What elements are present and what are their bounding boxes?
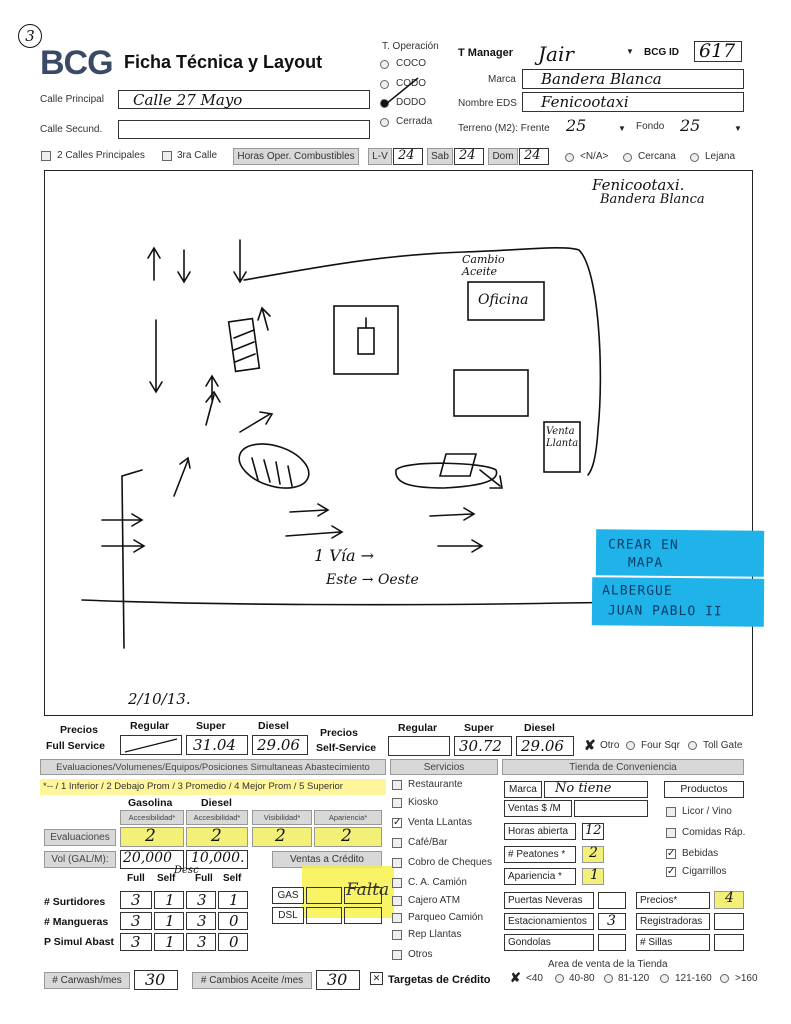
simul-self-dsl[interactable]: 0	[218, 933, 248, 951]
diesel-header: Diesel	[201, 797, 232, 809]
area-lt40-label: <40	[526, 973, 543, 984]
calle-principal-label: Calle Principal	[40, 94, 104, 105]
nombre-eds-field[interactable]: Fenicootaxi	[522, 92, 744, 112]
evaluation-scale: *-- / 1 Inferior / 2 Debajo Prom / 3 Promedio / 4 Mejor Prom / 5 Superior	[40, 779, 386, 795]
col-full-dsl: Full	[195, 873, 213, 884]
bcg-id-label: BCG ID	[644, 47, 679, 58]
gas-credit-field-1[interactable]	[306, 887, 342, 904]
service-label-2: Venta LLantas	[408, 817, 472, 828]
dom-label: Dom	[488, 148, 518, 165]
gas-label-box: GAS	[272, 887, 304, 904]
service-checkbox-2[interactable]: ✓	[393, 817, 402, 828]
calle-secund-label: Calle Secund.	[40, 124, 103, 135]
product-label-3: Cigarrillos	[682, 866, 727, 877]
via-direction-line1: 1 Vía →	[314, 546, 374, 565]
surtidores-label: # Surtidores	[44, 896, 106, 908]
criteria-accesibilidad-gas: Accesibilidad*	[120, 810, 184, 825]
t-manager-value[interactable]: Jair	[538, 42, 574, 66]
layout-sketch-drawing	[44, 170, 753, 716]
terreno-label: Terreno (M2): Frente	[458, 123, 550, 134]
sticky-note-crear-mapa	[596, 529, 764, 576]
productos-header: Productos	[664, 781, 744, 798]
criteria-visibilidad: Visibilidad*	[252, 810, 312, 825]
tarjetas-label: Targetas de Crédito	[388, 974, 491, 986]
service-checkbox-9[interactable]	[392, 950, 402, 960]
radio-coco[interactable]	[380, 60, 389, 69]
service-checkbox-1[interactable]	[392, 798, 402, 808]
estacionamientos-label: Estacionamientos	[504, 913, 594, 930]
via-direction-line2: Este → Oeste	[326, 572, 419, 588]
ventas-credito-button[interactable]: Ventas a Crédito	[272, 851, 382, 868]
precios-label: Precios*	[636, 892, 710, 909]
peatones-label: # Peatones *	[504, 846, 576, 863]
frente-dropdown-icon[interactable]: ▼	[618, 124, 626, 133]
sillas-label: # Sillas	[636, 934, 710, 951]
simul-self-gas[interactable]: 1	[154, 933, 184, 951]
fondo-value[interactable]: 25	[680, 116, 701, 135]
cambios-aceite-field[interactable]: 30	[316, 970, 360, 990]
lv-label: L-V	[368, 148, 392, 165]
service-label-1: Kiosko	[408, 797, 439, 808]
col-self-dsl: Self	[223, 873, 242, 884]
cambio-aceite-note: Cambio Aceite	[462, 253, 505, 278]
service-checkbox-5[interactable]	[392, 878, 402, 888]
nombre-eds-label: Nombre EDS	[458, 98, 517, 109]
horas-abierta-field[interactable]: 12	[582, 823, 604, 840]
registradoras-field[interactable]	[714, 913, 744, 930]
simul-full-dsl[interactable]: 3	[186, 933, 216, 951]
dos-calles-checkbox[interactable]	[41, 151, 51, 161]
area-lt40-selected-icon[interactable]: ✘	[510, 970, 521, 985]
gasolina-header: Gasolina	[128, 797, 173, 809]
area-81-120-radio[interactable]	[604, 974, 613, 983]
mangueras-full-gas[interactable]: 3	[120, 912, 152, 930]
apariencia-label: Apariencia *	[504, 868, 576, 885]
desc-note: Desc	[174, 865, 199, 876]
full-diesel-header: Diesel	[258, 720, 289, 732]
radio-codo-label: CODO	[396, 78, 426, 89]
full-diesel-field[interactable]: 29.06	[252, 735, 308, 755]
self-regular-header: Regular	[398, 722, 438, 734]
lv-field[interactable]: 24	[393, 148, 423, 165]
surtidores-full-gas[interactable]: 3	[120, 891, 152, 909]
sketch-title-line1: Fenicootaxi.	[592, 176, 685, 194]
service-label-6: Cajero ATM	[408, 895, 461, 906]
service-checkbox-4[interactable]	[392, 858, 402, 868]
area-121-160-radio[interactable]	[660, 974, 669, 983]
surtidores-self-dsl[interactable]: 1	[218, 891, 248, 909]
dos-calles-label: 2 Calles Principales	[57, 150, 145, 161]
service-label-3: Café/Bar	[408, 837, 448, 848]
store-marca-label: Marca	[504, 781, 542, 798]
self-service-label2: Self-Service	[316, 742, 377, 754]
product-label-0: Licor / Vino	[682, 806, 732, 817]
store-marca-field[interactable]: No tiene	[544, 781, 648, 798]
radio-cercana-label: Cercana	[638, 151, 676, 162]
service-label-5: C. A. Camión	[408, 877, 467, 888]
sab-label: Sab	[427, 148, 453, 165]
falta-note: Falta	[346, 880, 390, 900]
area-81-120-label: 81-120	[618, 973, 650, 984]
self-service-label1: Precios	[320, 727, 358, 739]
area-venta-label: Area de venta de la Tienda	[548, 959, 668, 970]
terreno-frente-value[interactable]: 25	[566, 116, 587, 135]
simul-full-gas[interactable]: 3	[120, 933, 152, 951]
puertas-neveras-label: Puertas Neveras	[504, 892, 594, 909]
eval-accesibilidad-dsl[interactable]: 2	[186, 827, 248, 847]
surtidores-full-dsl[interactable]: 3	[186, 891, 216, 909]
radio-toll-gate[interactable]	[688, 741, 697, 750]
horas-oper-button[interactable]: Horas Oper. Combustibles	[233, 148, 359, 165]
area-gt160-label: >160	[735, 973, 758, 984]
col-self-gas: Self	[157, 873, 176, 884]
sillas-field[interactable]	[714, 934, 744, 951]
product-checkbox-0[interactable]	[666, 807, 676, 817]
radio-four-sqr-label: Four Sqr	[641, 740, 680, 751]
page-title: Ficha Técnica y Layout	[124, 52, 323, 72]
mangueras-self-dsl[interactable]: 0	[218, 912, 248, 930]
sticky-note-albergue	[592, 577, 764, 626]
evaluations-section-header: Evaluaciones/Volumenes/Equipos/Posiciones Simultaneas Abastecimiento	[40, 759, 386, 775]
oficina-label: Oficina	[478, 292, 529, 308]
full-regular-field[interactable]	[120, 735, 182, 755]
eval-accesibilidad-gas[interactable]: 2	[120, 827, 184, 847]
marca-label: Marca	[488, 74, 516, 85]
sketch-date: 2/10/13.	[128, 690, 191, 708]
puertas-neveras-field[interactable]	[598, 892, 626, 909]
mangueras-full-dsl[interactable]: 3	[186, 912, 216, 930]
service-checkbox-0[interactable]	[392, 780, 402, 790]
radio-otro-label: Otro	[600, 740, 620, 751]
note-line4: JUAN PABLO II	[607, 603, 723, 620]
carwash-field[interactable]: 30	[134, 970, 178, 990]
note-line2: MAPA	[627, 555, 664, 571]
precios-field[interactable]: 4	[714, 891, 744, 909]
service-checkbox-3[interactable]	[392, 838, 402, 848]
t-manager-dropdown-icon[interactable]: ▼	[626, 47, 634, 56]
product-label-1: Comidas Ráp.	[682, 827, 746, 838]
peatones-field[interactable]: 2	[582, 846, 604, 863]
radio-lejana-label: Lejana	[705, 151, 736, 162]
service-label-0: Restaurante	[408, 779, 463, 790]
ventas-llanta-note: Venta Llanta	[546, 426, 579, 449]
area-40-80-label: 40-80	[569, 973, 595, 984]
note-line3: ALBERGUE	[602, 583, 673, 599]
radio-dodo-label: DODO	[396, 97, 426, 108]
product-label-2: Bebidas	[682, 848, 719, 859]
marca-field[interactable]: Bandera Blanca	[522, 69, 744, 89]
criteria-accesibilidad-dsl: Accesibilidad*	[186, 810, 248, 825]
t-operacion-label: T. Operación	[382, 41, 439, 52]
eval-apariencia[interactable]: 2	[314, 827, 382, 847]
dom-field[interactable]: 24	[519, 148, 549, 165]
horas-abierta-label: Horas abierta	[504, 823, 576, 840]
radio-na[interactable]	[565, 153, 574, 162]
dsl-credit-field-1[interactable]	[306, 907, 342, 924]
service-checkbox-7[interactable]	[392, 913, 402, 923]
sketch-title-line2: Bandera Blanca	[600, 192, 705, 207]
radio-coco-label: COCO	[396, 58, 426, 69]
radio-otro-selected-icon[interactable]: ✘	[584, 737, 596, 753]
surtidores-self-gas[interactable]: 1	[154, 891, 184, 909]
eval-visibilidad[interactable]: 2	[252, 827, 312, 847]
criteria-apariencia: Apariencia*	[314, 810, 382, 825]
full-super-header: Super	[196, 720, 226, 732]
carwash-label: # Carwash/mes	[44, 972, 130, 989]
gondolas-field[interactable]	[598, 934, 626, 951]
dsl-label-box: DSL	[272, 907, 304, 924]
vol-gasolina-field[interactable]: 20,000	[120, 850, 184, 869]
page-number: 3	[18, 24, 42, 48]
t-manager-label: T Manager	[458, 47, 514, 59]
radio-cercana[interactable]	[623, 153, 632, 162]
service-checkbox-6[interactable]	[392, 896, 402, 906]
estacionamientos-field[interactable]: 3	[598, 913, 626, 930]
store-header: Tienda de Conveniencia	[502, 759, 744, 775]
fondo-label: Fondo	[636, 121, 665, 132]
tercera-calle-checkbox[interactable]	[162, 151, 172, 161]
radio-na-label: <N/A>	[580, 151, 609, 162]
ventas-mes-field[interactable]	[574, 800, 648, 817]
mangueras-label: # Mangueras	[44, 916, 109, 928]
col-full-gas: Full	[127, 873, 145, 884]
area-gt160-radio[interactable]	[720, 974, 729, 983]
simul-abast-label: P Simul Abast	[44, 936, 115, 948]
vol-diesel-field[interactable]: 10,000.	[186, 850, 248, 869]
note-line1: CREAR EN	[608, 537, 679, 553]
services-header: Servicios	[390, 759, 498, 775]
tarjetas-checkbox[interactable]: ✕	[370, 972, 383, 985]
service-label-9: Otros	[408, 949, 433, 960]
calle-principal-field[interactable]: Calle 27 Mayo	[118, 90, 370, 109]
area-121-160-label: 121-160	[675, 973, 712, 984]
dsl-credit-field-2[interactable]	[344, 907, 382, 924]
radio-toll-gate-label: Toll Gate	[703, 740, 743, 751]
area-40-80-radio[interactable]	[555, 974, 564, 983]
mangueras-self-gas[interactable]: 1	[154, 912, 184, 930]
service-label-4: Cobro de Cheques	[408, 857, 492, 868]
vol-label: Vol (GAL/M):	[44, 851, 116, 868]
product-checkbox-3[interactable]: ✓	[667, 866, 676, 877]
full-service-label2: Full Service	[46, 740, 105, 752]
ventas-mes-label: Ventas $ /M	[504, 800, 572, 817]
apariencia-field[interactable]: 1	[582, 868, 604, 885]
evaluaciones-label: Evaluaciones	[44, 829, 116, 846]
radio-cerrada[interactable]	[380, 118, 389, 127]
full-super-field[interactable]: 31.04	[186, 735, 248, 755]
calle-secund-field[interactable]	[118, 120, 370, 139]
service-checkbox-8[interactable]	[392, 930, 402, 940]
radio-four-sqr[interactable]	[626, 741, 635, 750]
cambios-aceite-label: # Cambios Aceite /mes	[192, 972, 312, 989]
product-checkbox-2[interactable]: ✓	[667, 848, 676, 859]
sab-field[interactable]: 24	[454, 148, 484, 165]
service-label-8: Rep Llantas	[408, 929, 462, 940]
dodo-checkmark	[378, 76, 428, 108]
radio-cerrada-label: Cerrada	[396, 116, 433, 127]
registradoras-label: Registradoras	[636, 913, 710, 930]
self-super-header: Super	[464, 722, 494, 734]
bcg-id-field[interactable]: 617	[694, 41, 742, 62]
self-diesel-header: Diesel	[524, 722, 555, 734]
product-checkbox-1[interactable]	[666, 828, 676, 838]
radio-lejana[interactable]	[690, 153, 699, 162]
self-diesel-field[interactable]: 29.06	[516, 736, 574, 756]
service-label-7: Parqueo Camión	[408, 912, 484, 923]
full-regular-header: Regular	[130, 720, 170, 732]
self-super-field[interactable]: 30.72	[454, 736, 512, 756]
self-regular-field[interactable]	[388, 736, 450, 756]
fondo-dropdown-icon[interactable]: ▼	[734, 124, 742, 133]
gondolas-label: Gondolas	[504, 934, 594, 951]
bcg-logo: BCG	[40, 44, 113, 82]
full-service-label1: Precios	[60, 724, 98, 736]
tercera-calle-label: 3ra Calle	[177, 150, 218, 161]
